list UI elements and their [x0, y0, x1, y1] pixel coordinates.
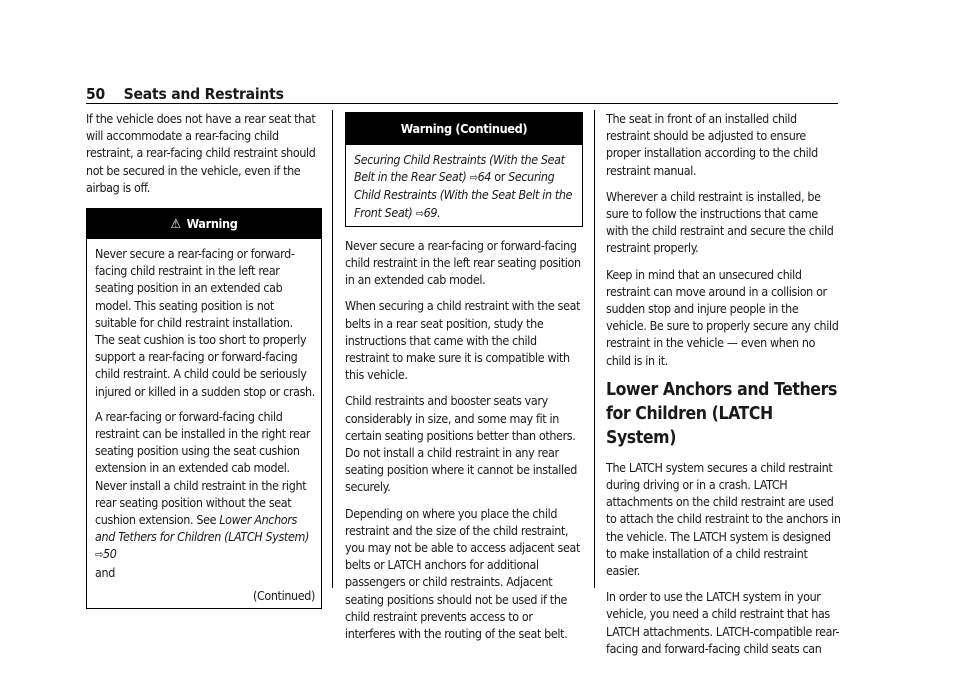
warning-continued-body — [346, 145, 582, 226]
warning-header — [87, 209, 321, 239]
xref-page: 50 — [102, 546, 117, 562]
column-2 — [345, 112, 583, 651]
paragraph: The seat in front of an installed child restraint should be adjusted to ensure proper installation according to the child restraint manual. — [606, 111, 818, 178]
section-name: Seats and Restraints — [123, 85, 284, 103]
xref-latch-link[interactable]: Lower Anchors and Tethers for Children (LATCH System) — [95, 512, 309, 545]
column-1 — [86, 110, 322, 619]
warning-paragraph-2: A rear-facing or forward-facing child restraint can be installed in the right rear seating position using the seat cushion extension in an extended cab model. Never install a child restraint in the right rear seating position without the seat cushion extension. See Lower Anchors and Tethers for Children (LATCH System) ⇨50 and — [95, 408, 311, 580]
paragraph: The LATCH system secures a child restraint during driving or in a crash. LATCH attachments on the child restraint are used to attach the child restraint to the anchors in the vehicle. The LATCH system is designed to make installation of a child restraint easier. — [606, 459, 841, 579]
column-divider-2 — [594, 110, 595, 588]
warning-paragraph-1: Never secure a rear-facing or forward-facing child restraint in the left rear seating position in an extended cab model. This seating position is not suitable for child restraint installation. The seat cushion is too short to properly support a rear-facing or forward-facing child restraint. A child could be seriously injured or killed in a sudden stop or crash. — [95, 246, 315, 399]
warning-body — [87, 239, 321, 608]
page-ref-arrow-icon: ⇨ — [95, 548, 103, 562]
page-ref-arrow-icon: ⇨ — [415, 206, 424, 220]
paragraph: In order to use the LATCH system in your vehicle, you need a child restraint that has LATCH attachments. LATCH-compatible rear-facing and forward-facing child seats can — [606, 589, 840, 656]
paragraph: Never secure a rear-facing or forward-facing child restraint in the left rear seating position in an extended cab model. — [345, 237, 581, 288]
warning-continued-box — [345, 112, 583, 227]
warning-continued-text: Securing Child Restraints (With the Seat Belt in the Rear Seat) ⇨64 or Securing Child Restraints (With the Seat Belt in the Front Seat) ⇨69. — [354, 152, 573, 220]
paragraph: Wherever a child restraint is installed, be sure to follow the instructions that came with the child restraint and secure the child restraint properly. — [606, 188, 834, 256]
xref-rear-seat-link[interactable]: Securing Child Restraints (With the Seat Belt in the Rear Seat) — [354, 152, 565, 185]
paragraph: Keep in mind that an unsecured child restraint can move around in a collision or sudden stop and injure people in the vehicle. Be sure to properly secure any child restraint in the vehicle — even when no child is in it. — [606, 266, 839, 368]
warning-box — [86, 208, 322, 609]
warning-continued-header: Warning (Continued) — [346, 113, 582, 145]
continued-label: (Continued) — [252, 587, 315, 603]
section-title: Lower Anchors and Tethers for Children (LATCH System) — [606, 379, 837, 448]
intro-paragraph: If the vehicle does not have a rear seat that will accommodate a rear-facing child restraint, a rear-facing child restraint should not be secured in the vehicle, even if the airbag is off. — [86, 111, 316, 195]
paragraph: Depending on where you place the child restraint and the size of the child restraint, you may not be able to access adjacent seat belts or LATCH anchors for additional passengers or child restraints. Adjacent seating positions should not be used if the child restraint prevents access to or interferes with the routing of the seat belt. — [345, 505, 580, 642]
xref-front-seat-link[interactable]: Securing Child Restraints (With the Seat Belt in the Front Seat) — [354, 169, 573, 220]
column-divider-1 — [332, 110, 333, 588]
paragraph: When securing a child restraint with the seat belts in a rear seat position, study the instructions that came with the child restraint to make sure it is compatible with this vehicle. — [345, 298, 581, 383]
header-rule — [86, 103, 838, 104]
warning-title: Warning — [186, 216, 238, 232]
paragraph: Child restraints and booster seats vary considerably in size, and some may fit in certain seating positions better than others. Do not install a child restraint in any rear seating position where it cannot be installed securely. — [345, 393, 577, 495]
page-header — [86, 85, 284, 103]
page-number: 50 — [86, 85, 106, 103]
page-ref-arrow-icon: ⇨ — [469, 171, 478, 185]
column-3 — [606, 110, 842, 666]
warning-triangle-icon: ⚠ — [170, 217, 181, 233]
